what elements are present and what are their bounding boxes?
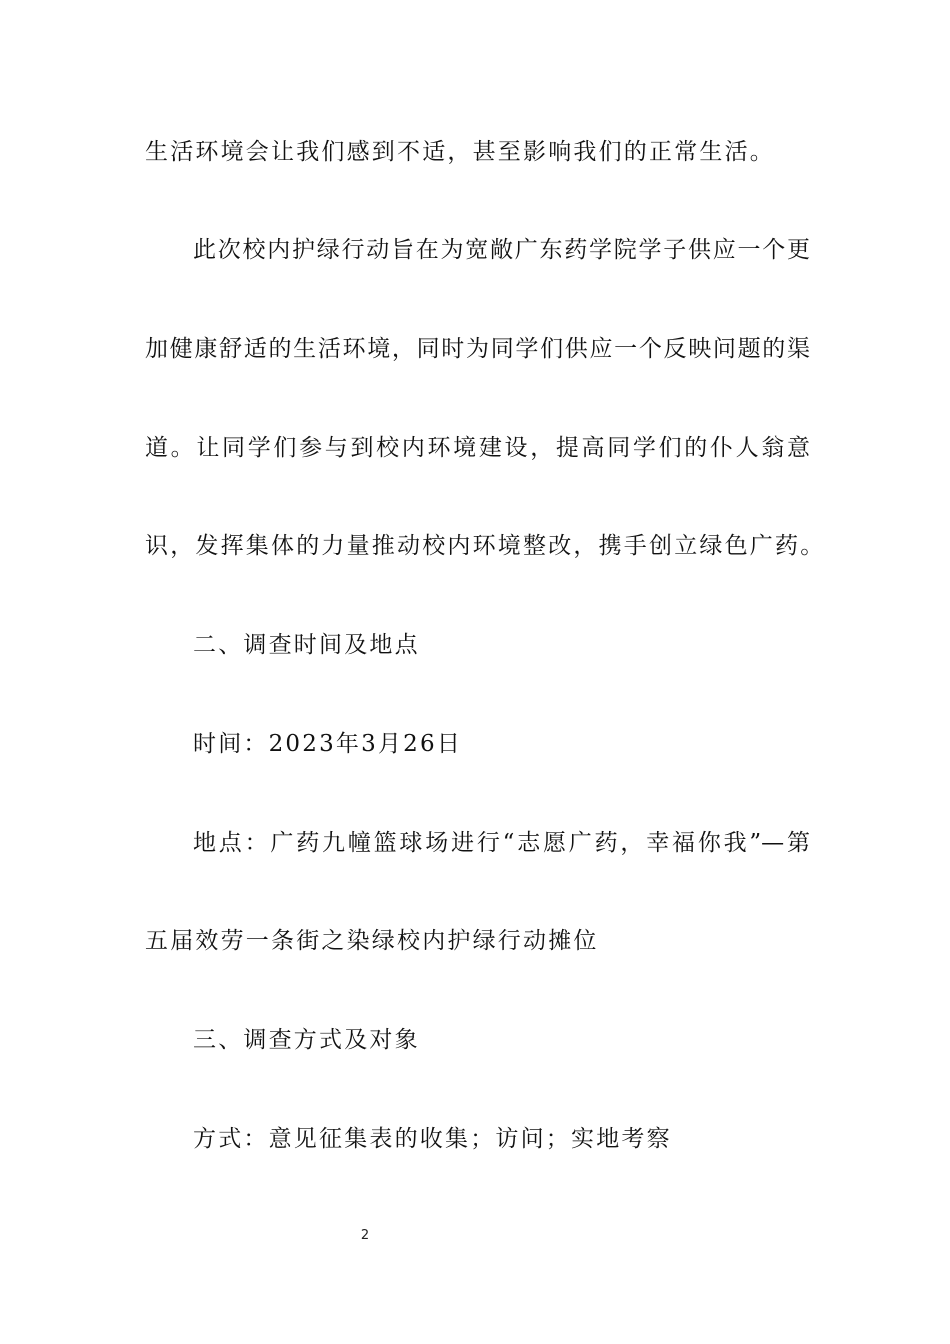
paragraph-line: 加健康舒适的生活环境，同时为同学们供应一个反映问题的渠 — [145, 336, 810, 362]
paragraph-line: 此次校内护绿行动旨在为宽敞广东药学院学子供应一个更 — [193, 237, 810, 263]
paragraph-line: 地点：广药九幢篮球场进行“志愿广药，幸福你我”—第 — [193, 830, 810, 856]
page-number: 2 — [360, 1228, 370, 1243]
section-heading: 二、调查时间及地点 — [193, 632, 420, 658]
paragraph-line: 识，发挥集体的力量推动校内环境整改，携手创立绿色广药。 — [145, 533, 826, 559]
paragraph-line: 生活环境会让我们感到不适，甚至影响我们的正常生活。 — [145, 139, 775, 165]
paragraph-line: 时间：2023年3月26日 — [193, 731, 463, 757]
paragraph-line: 方式：意见征集表的收集；访问；实地考察 — [193, 1126, 672, 1152]
paragraph-line: 五届效劳一条街之染绿校内护绿行动摊位 — [145, 928, 599, 954]
paragraph-line: 道。让同学们参与到校内环境建设，提高同学们的仆人翁意 — [145, 435, 810, 461]
section-heading: 三、调查方式及对象 — [193, 1027, 420, 1053]
